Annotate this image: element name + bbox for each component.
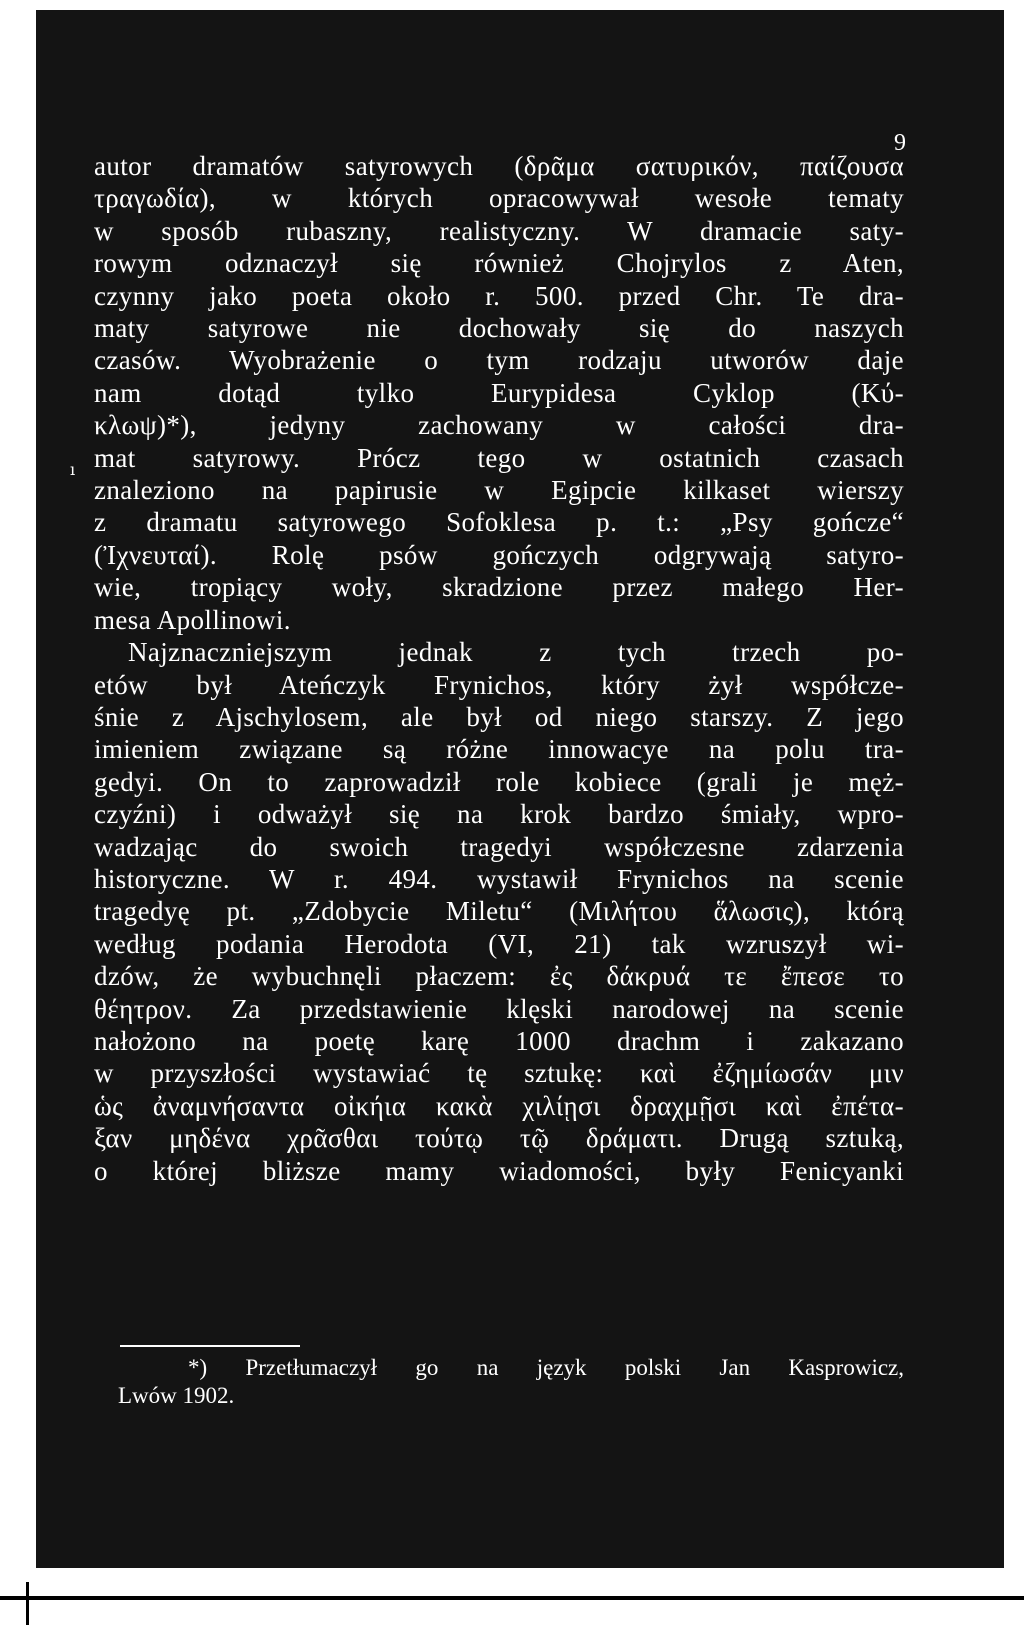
text-line: mesa Apollinowi. bbox=[94, 604, 291, 635]
text-line: mat satyrowy. Prócz tego w ostatnich czasach bbox=[94, 442, 904, 473]
text-line: etów był Ateńczyk Frynichos, który żył współcze- bbox=[94, 669, 904, 700]
text-line: z dramatu satyrowego Sofoklesa p. t.: „Psy gończe“ bbox=[94, 507, 904, 538]
text-line: tragedyę pt. „Zdobycie Miletu“ (Μιλήτου ἅλωσις), którą bbox=[94, 896, 904, 927]
text-line: w sposób rubaszny, realistyczny. W dramacie saty- bbox=[94, 215, 904, 246]
text-line: śnie z Ajschylosem, ale był od niego starszy. Z jego bbox=[94, 701, 904, 732]
body-text bbox=[94, 150, 904, 1187]
text-line: Najznaczniejszym jednak z tych trzech po- bbox=[128, 637, 904, 668]
text-line: (Ἰχνευταί). Rolę psów gończych odgrywają satyro- bbox=[94, 539, 904, 570]
text-line: κλωψ)*), jedyny zachowany w całości dra- bbox=[94, 410, 904, 441]
text-line: ὡς ἀναμνήσαντα οἰκήια κακὰ χιλίῃσι δραχμῇσι καὶ ἐπέτα- bbox=[94, 1090, 904, 1121]
footnote-rule bbox=[120, 1345, 300, 1347]
text-line: nam dotąd tylko Eurypidesa Cyklop (Κύ- bbox=[94, 377, 904, 408]
text-line: wie, tropiący woły, skradzione przez małego Her- bbox=[94, 572, 904, 603]
margin-marker: ı bbox=[70, 460, 76, 479]
footnote-line: *) Przetłumaczył go na język polski Jan Kasprowicz, bbox=[188, 1355, 904, 1380]
text-line: według podania Herodota (VI, 21) tak wzruszył wi- bbox=[94, 928, 904, 959]
scan-bottom-edge bbox=[0, 1596, 1024, 1600]
scan-top-margin bbox=[0, 0, 1024, 10]
text-line: rowym odznaczył się również Chojrylos z Aten, bbox=[94, 248, 904, 279]
scan-edge-mark bbox=[26, 1582, 29, 1625]
text-line: czyźni) i odważył się na krok bardzo śmiały, wpro- bbox=[94, 799, 904, 830]
text-line: dzów, że wybuchnęli płaczem: ἐς δάκρυά τε ἔπεσε το bbox=[94, 961, 904, 992]
text-line: znaleziono na papirusie w Egipcie kilkaset wierszy bbox=[94, 475, 904, 506]
text-line: ξαν μηδένα χρᾶσθαι τούτῳ τῷ δράματι. Drugą sztuką, bbox=[94, 1123, 904, 1154]
footnote-line: Lwów 1902. bbox=[118, 1383, 235, 1408]
page-number: 9 bbox=[894, 130, 906, 156]
paragraph-1 bbox=[94, 150, 904, 636]
text-line: historyczne. W r. 494. wystawił Frynichos na scenie bbox=[94, 863, 904, 894]
text-line: o której bliższe mamy wiadomości, były Fenicyanki bbox=[94, 1155, 904, 1186]
text-line: nałożono na poetę karę 1000 drachm i zakazano bbox=[94, 1025, 904, 1056]
text-line: maty satyrowe nie dochowały się do naszych bbox=[94, 313, 904, 344]
text-line: czynny jako poeta około r. 500. przed Chr. Te dra- bbox=[94, 280, 904, 311]
footnote bbox=[118, 1354, 904, 1410]
text-line: gedyi. On to zaprowadził role kobiece (grali je męż- bbox=[94, 766, 904, 797]
text-line: w przyszłości wystawiać tę sztukę: καὶ ἐζημίωσάν μιν bbox=[94, 1058, 904, 1089]
paragraph-2 bbox=[94, 636, 904, 1187]
text-line: imieniem związane są różne innowacye na polu tra- bbox=[94, 734, 904, 765]
text-line: czasów. Wyobrażenie o tym rodzaju utworów daje bbox=[94, 345, 904, 376]
text-line: autor dramatów satyrowych (δρᾶμα σατυρικόν, παίζουσα bbox=[94, 151, 904, 181]
text-line: τραγωδία), w których opracowywał wesołe tematy bbox=[94, 183, 904, 214]
text-line: θέητρον. Za przedstawienie klęski narodowej na scenie bbox=[94, 993, 904, 1024]
text-line: wadzając do swoich tragedyi współczesne zdarzenia bbox=[94, 831, 904, 862]
